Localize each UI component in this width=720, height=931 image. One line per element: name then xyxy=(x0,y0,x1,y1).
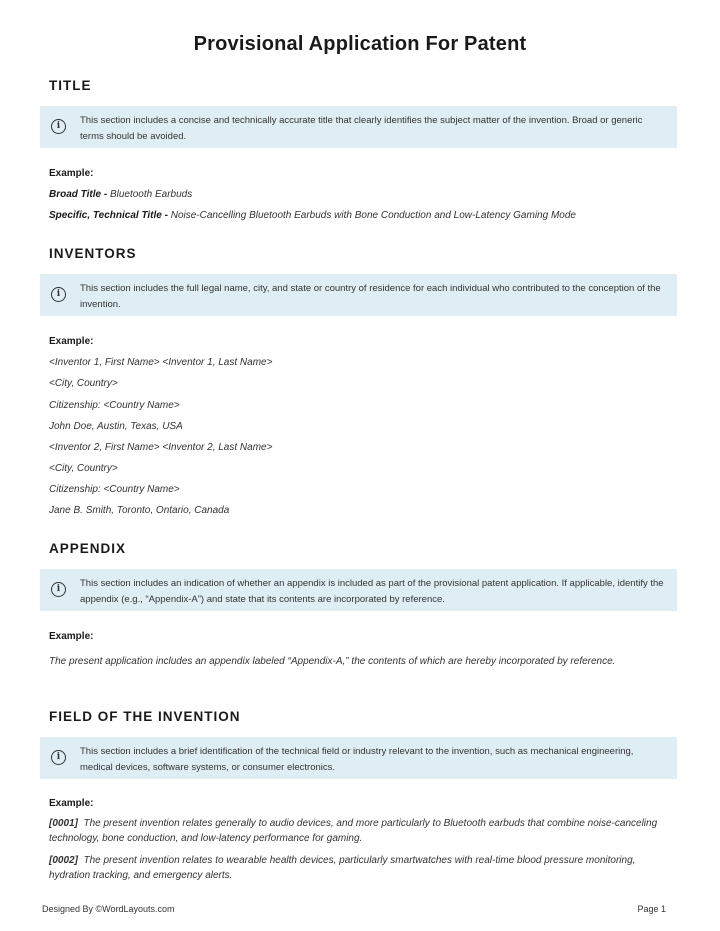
broad-title-line xyxy=(49,189,192,200)
inventor-line: Jane B. Smith, Toronto, Ontario, Canada xyxy=(49,505,230,516)
section-heading-field: FIELD OF THE INVENTION xyxy=(49,709,241,724)
info-text: This section includes a concise and technically accurate title that clearly identifies the subject matter of the invention. Broad or generic terms should be avoided. xyxy=(80,115,643,142)
footer-page-number: Page 1 xyxy=(637,904,666,914)
section-heading-appendix: APPENDIX xyxy=(49,541,127,556)
paragraph-text: The present invention relates generally to audio devices, and more particularly to Bluetooth earbuds that combine noise-canceling technology, bone conduction, and low-latency performance for gaming. xyxy=(49,818,658,844)
info-text: This section includes the full legal name, city, and state or country of residence for each individual who contributed to the conception of the invention. xyxy=(80,283,661,310)
info-text: This section includes a brief identification of the technical field or industry relevant to the invention, such as mechanical engineering, medical devices, software systems, or consumer electronics. xyxy=(80,746,634,773)
inventor-line: <City, Country> xyxy=(49,463,118,474)
paragraph-text: The present invention relates to wearable health devices, particularly smartwatches with real-time blood pressure monitoring, hydration tracking, and emergency alerts. xyxy=(49,855,636,881)
example-label: Example: xyxy=(49,336,94,347)
paragraph-number: [0001] xyxy=(49,818,78,829)
section-heading-title: TITLE xyxy=(49,78,92,93)
inventor-line: Citizenship: <Country Name> xyxy=(49,400,180,411)
specific-title-line xyxy=(49,210,576,221)
specific-title-label: Specific, Technical Title - xyxy=(49,210,168,221)
info-box-field xyxy=(40,737,677,779)
inventor-line: <Inventor 2, First Name> <Inventor 2, Last Name> xyxy=(49,442,273,453)
info-icon: i xyxy=(51,287,66,302)
page-title: Provisional Application For Patent xyxy=(193,33,527,55)
appendix-example-text: The present application includes an appendix labeled “Appendix-A,” the contents of which are hereby incorporated by reference. xyxy=(49,656,616,667)
info-icon: i xyxy=(51,582,66,597)
paragraph-number: [0002] xyxy=(49,855,78,866)
example-label: Example: xyxy=(49,631,94,642)
inventor-line: <City, Country> xyxy=(49,378,118,389)
broad-title-label: Broad Title - xyxy=(49,189,108,200)
field-paragraph-0001 xyxy=(49,816,674,846)
info-box-title xyxy=(40,106,677,148)
example-label: Example: xyxy=(49,798,94,809)
inventor-line: Citizenship: <Country Name> xyxy=(49,484,180,495)
info-icon: i xyxy=(51,119,66,134)
broad-title-value: Bluetooth Earbuds xyxy=(109,189,193,200)
footer-designed-by: Designed By ©WordLayouts.com xyxy=(42,904,175,914)
info-box-appendix xyxy=(40,569,677,611)
info-box-inventors xyxy=(40,274,677,316)
info-icon: i xyxy=(51,750,66,765)
section-heading-inventors: INVENTORS xyxy=(49,246,137,261)
example-label: Example: xyxy=(49,168,94,179)
inventor-line: <Inventor 1, First Name> <Inventor 1, Last Name> xyxy=(49,357,273,368)
inventor-line: John Doe, Austin, Texas, USA xyxy=(49,421,183,432)
specific-title-value: Noise-Cancelling Bluetooth Earbuds with Bone Conduction and Low-Latency Gaming Mode xyxy=(170,210,576,221)
field-paragraph-0002 xyxy=(49,853,674,883)
info-text: This section includes an indication of whether an appendix is included as part of the provisional patent application. If applicable, identify the appendix (e.g., “Appendix-A”) and state that its contents are incorporated by reference. xyxy=(80,578,664,605)
